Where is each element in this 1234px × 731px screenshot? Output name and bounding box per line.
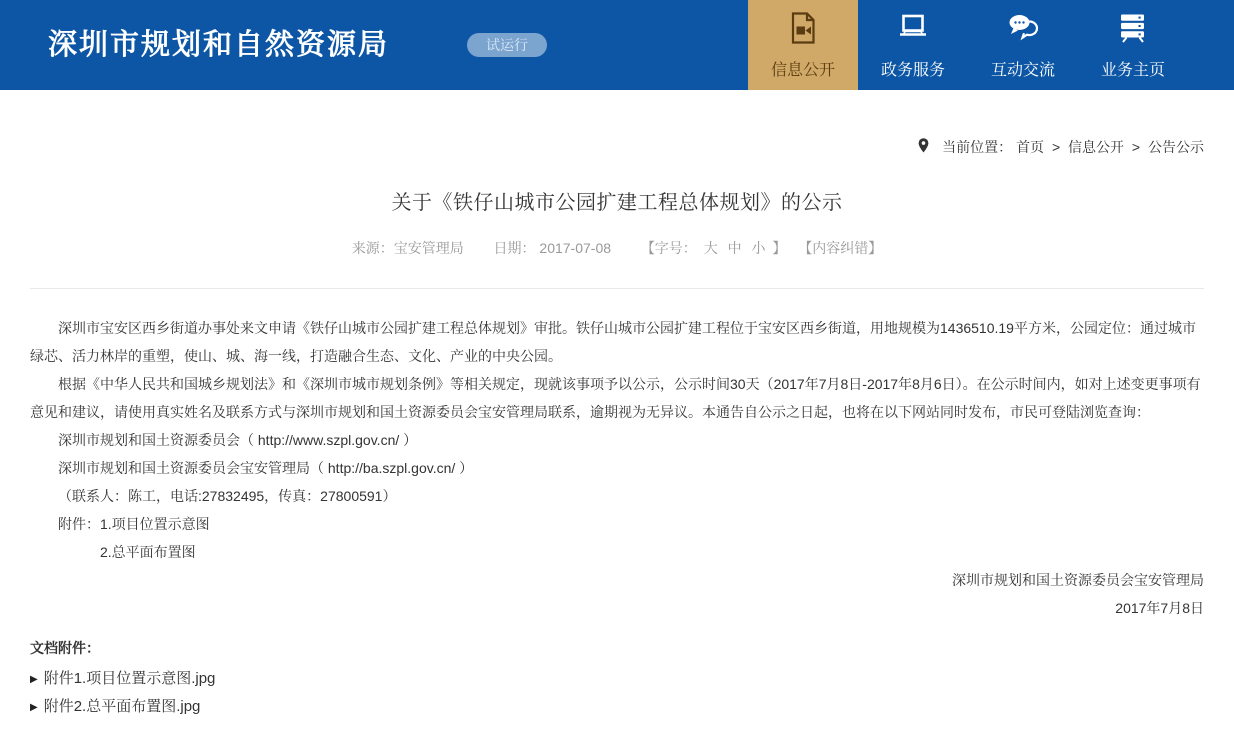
attachment-filename: 附件2.总平面布置图.jpg — [43, 698, 201, 715]
meta-source: 来源：宝安管理局 — [351, 240, 464, 256]
breadcrumb-label: 当前位置： — [942, 139, 1013, 155]
chat-bubbles-icon — [1005, 10, 1041, 46]
fontsize-small-button[interactable]: 小 — [751, 240, 766, 256]
breadcrumb-home[interactable]: 首页 — [1016, 139, 1045, 155]
paragraph: 根据《中华人民共和国城乡规划法》和《深圳市城市规划条例》等相关规定，现就该事项予以公示，公示时间30天（2017年7月8日-2017年8月6日）。在公示时间内，如对上述变更事项有意见和建议，请使用真实姓名及联系方式与深圳市规划和国土资源委员会宝安管理局联系，逾期视为无异议。本通告自公示之日起，也将在以下网站同时发布，市民可登陆浏览查询： — [30, 376, 1201, 420]
nav-label: 政务服务 — [880, 62, 945, 79]
doc-attachments-heading: 文档附件： — [30, 640, 100, 656]
signature-date: 2017年7月8日 — [1115, 600, 1204, 616]
doc-attachments-section — [30, 638, 1204, 714]
server-stack-icon — [1115, 10, 1151, 46]
attachment-note-line: 2.总平面布置图 — [100, 544, 196, 560]
contact-line: （联系人：陈工，电话:27832495，传真：27800591） — [58, 488, 397, 504]
article-meta — [30, 238, 1204, 258]
attachment-link-1[interactable] — [30, 671, 1204, 686]
article-body — [30, 314, 1204, 622]
triangle-bullet-icon: ▶ — [30, 702, 38, 713]
nav-item-info-disclosure[interactable] — [748, 0, 858, 90]
meta-fontsize-prefix: 【字号： — [640, 240, 697, 256]
attachment-note-line: 附件：1.项目位置示意图 — [58, 516, 210, 532]
main-nav — [748, 0, 1234, 90]
breadcrumb-separator: > — [1051, 139, 1061, 155]
breadcrumb-announcements[interactable]: 公告公示 — [1148, 139, 1204, 155]
meta-divider — [30, 288, 1204, 289]
breadcrumb-separator: > — [1131, 139, 1141, 155]
breadcrumb — [30, 137, 1204, 157]
content-correction-button[interactable]: 【内容纠错】 — [798, 240, 883, 256]
location-pin-icon — [917, 141, 934, 157]
website-line: 深圳市规划和国土资源委员会宝安管理局（ http://ba.szpl.gov.cn/ ） — [58, 460, 474, 476]
nav-label: 信息公开 — [770, 62, 835, 79]
nav-label: 互动交流 — [990, 62, 1055, 79]
website-line: 深圳市规划和国土资源委员会（ http://www.szpl.gov.cn/ ） — [58, 432, 418, 448]
site-header — [0, 0, 1234, 90]
attachment-filename: 附件1.项目位置示意图.jpg — [43, 670, 216, 687]
signature: 深圳市规划和国土资源委员会宝安管理局 — [952, 572, 1204, 588]
document-video-icon — [785, 10, 821, 46]
fontsize-medium-button[interactable]: 中 — [727, 240, 742, 256]
fontsize-large-button[interactable]: 大 — [703, 240, 718, 256]
meta-fontsize-suffix: 】 — [772, 240, 787, 256]
meta-date-label: 日期： — [493, 240, 536, 256]
article-title: 关于《铁仔山城市公园扩建工程总体规划》的公示 — [391, 192, 843, 214]
laptop-icon — [895, 10, 931, 46]
meta-date: 2017-07-08 — [539, 240, 612, 256]
paragraph: 深圳市宝安区西乡街道办事处来文申请《铁仔山城市公园扩建工程总体规划》审批。铁仔山城市公园扩建工程位于宝安区西乡街道，用地规模为1436510.19平方米，公园定位：通过城市绿芯、活力林岸的重塑，使山、城、海一线，打造融合生态、文化、产业的中央公园。 — [30, 320, 1196, 364]
site-title: 深圳市规划和自然资源局 — [48, 29, 390, 61]
attachment-link-2[interactable] — [30, 699, 1204, 714]
triangle-bullet-icon: ▶ — [30, 674, 38, 685]
breadcrumb-info-disclosure[interactable]: 信息公开 — [1068, 139, 1125, 155]
nav-item-gov-services[interactable] — [858, 0, 968, 90]
page-content — [0, 137, 1234, 714]
nav-item-business-home[interactable] — [1078, 0, 1188, 90]
trial-run-badge: 试运行 — [467, 33, 547, 57]
nav-item-interaction[interactable] — [968, 0, 1078, 90]
nav-label: 业务主页 — [1100, 62, 1165, 79]
